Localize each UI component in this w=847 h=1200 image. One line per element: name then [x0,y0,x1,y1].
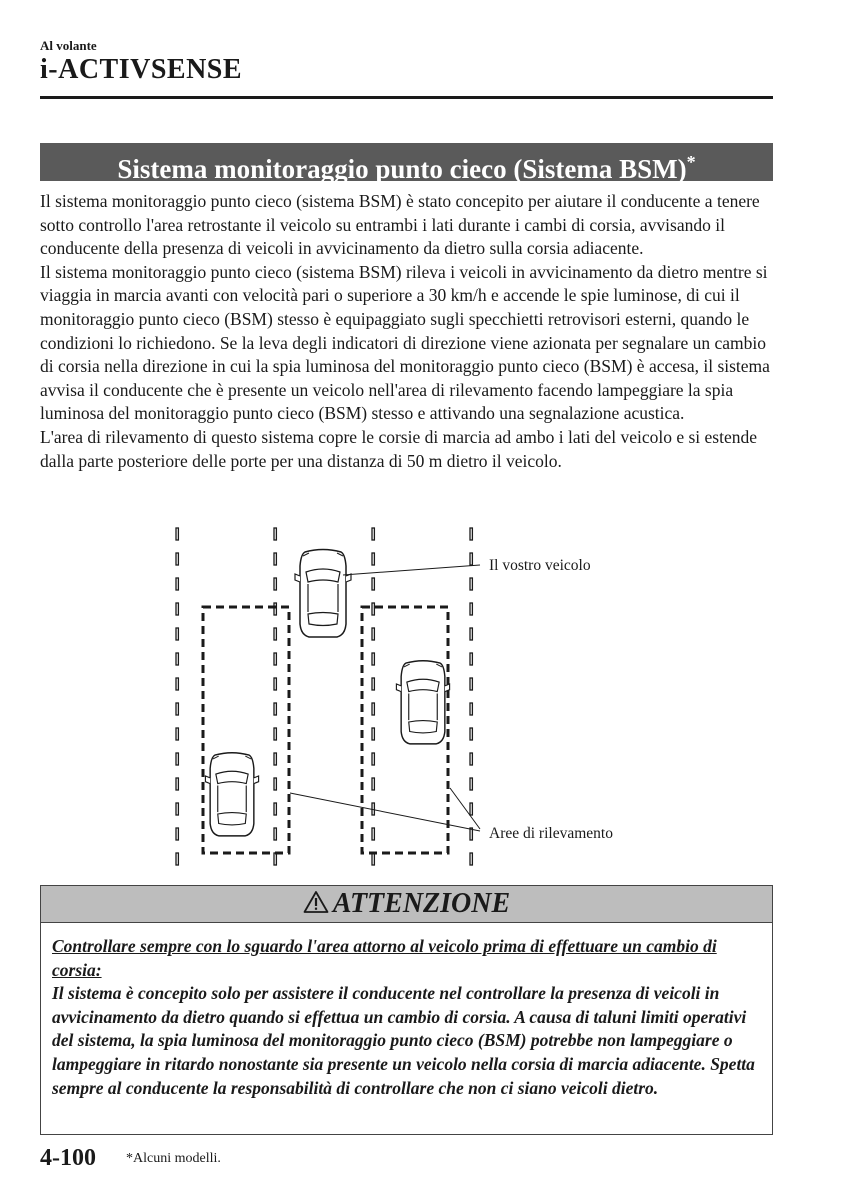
body-text [40,190,775,473]
warning-text: Il sistema è concepito solo per assistere il conducente nel controllare la presenza di veicoli in avvicinamento da dietro quando si effettua un cambio di corsia. A causa di taluni limiti operativi del sistema, la spia luminosa del monitoraggio punto cieco (BSM) potrebbe non lampeggiare o lampeggiare in ritardo nonostante sia presente un veicolo nella corsia di marcia adiacente. Spetta sempre al conducente la responsabilità di controllare che non ci siano veicoli dietro. [52,983,755,1098]
footnote: *Alcuni modelli. [126,1151,221,1166]
header-rule [40,96,773,99]
warning-triangle-icon [303,888,329,924]
body-paragraph: L'area di rilevamento di questo sistema copre le corsie di marcia ad ambo i lati del veicolo e si estende dalla parte posteriore delle porte per una distanza di 50 m dietro il veicolo. [40,426,757,471]
warning-lead: Controllare sempre con lo sguardo l'area attorno al veicolo prima di effettuare un cambio di corsia: [52,936,717,980]
warning-title: ATTENZIONE [332,888,511,919]
warning-body [41,923,772,1100]
label-detection-areas: Aree di rilevamento [489,825,613,842]
bsm-diagram [160,520,640,875]
warning-header [41,886,772,923]
topic-heading [40,143,773,184]
vehicle-right-icon [396,661,449,744]
topic-heading-text: Sistema monitoraggio punto cieco (Sistema BSM) [117,154,687,184]
own-vehicle-icon [295,550,351,638]
body-paragraph: Il sistema monitoraggio punto cieco (sistema BSM) è stato concepito per aiutare il conducente a tenere sotto controllo l'area retrostante il veicolo su entrambi i lati durante i cambi di corsia, avvisando il conducente della presenza di veicoli in avvicinamento da dietro sulla corsia adiacente. [40,191,760,259]
label-own-vehicle: Il vostro veicolo [489,557,591,574]
leader-line-own [343,565,480,575]
leader-line-zone-left [290,793,480,831]
vehicle-left-icon [205,753,258,836]
leader-line-zone-right [450,788,480,829]
body-paragraph: Il sistema monitoraggio punto cieco (sistema BSM) rileva i veicoli in avvicinamento da dietro mentre si viaggia in marcia avanti con velocità pari o superiore a 30 km/h e accende le spie luminose, di cui il monitoraggio punto cieco (BSM) stesso è equipaggiato sugli specchietti retrovisori esterni, quando le condizioni lo richiedono. Se la leva degli indicatori di direzione viene azionata per segnalare un cambio di corsia nella direzione in cui la spia luminosa del monitoraggio punto cieco (BSM) è accesa, il sistema avvisa il conducente che è presente un veicolo nell'area di rilevamento facendo lampeggiare la spia luminosa del monitoraggio punto cieco (BSM) stesso e attivando una segnalazione acustica. [40,261,770,424]
section-title: i-ACTIVSENSE [40,54,243,85]
section-label: Al volante [40,38,97,53]
warning-box [40,885,773,1135]
page-number: 4-100 [40,1145,96,1171]
topic-heading-asterisk: * [686,152,696,172]
